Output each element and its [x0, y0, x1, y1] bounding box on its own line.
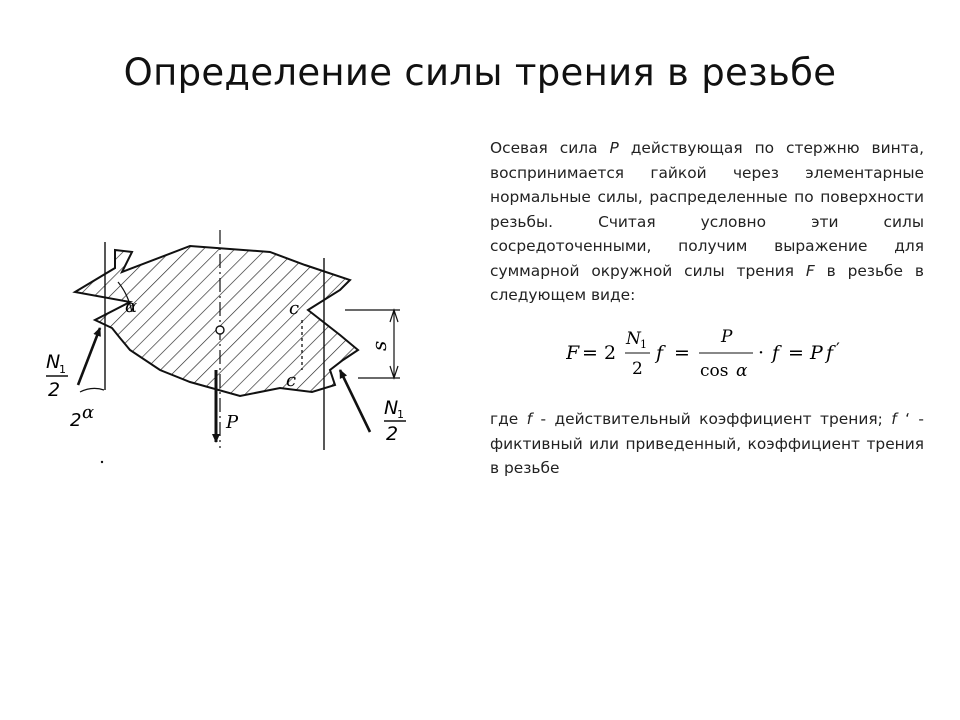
p-label: P [226, 412, 239, 433]
var-f: F [805, 261, 815, 280]
formula-lhs: F [566, 342, 580, 364]
right-n-sub: 1 [397, 408, 404, 421]
c-bottom-label: c [286, 370, 297, 391]
alpha-label: α [125, 296, 138, 317]
left-n-label: N [46, 351, 61, 373]
c-top-label: c [289, 298, 300, 319]
formula-den2: cos [700, 361, 729, 381]
note-pre: где [490, 410, 519, 428]
stray-dot [101, 461, 103, 463]
note-rest: ‘ - фиктивный или приведенный, коэффициент трения в резьбе [490, 410, 924, 477]
slide-title: Определение силы трения в резьбе [123, 50, 837, 94]
formula-dot: · [758, 342, 765, 364]
note-paragraph [490, 407, 924, 481]
var-p: P [609, 139, 619, 157]
formula-den1: 2 [632, 359, 643, 379]
left-n-den: 2 [48, 379, 61, 401]
note-var-f: f [526, 410, 533, 428]
friction-formula [566, 322, 866, 384]
thread-diagram [40, 210, 440, 485]
s-label: s [367, 340, 391, 351]
formula-prime: ′ [836, 340, 840, 360]
note-var-f2: f [891, 410, 897, 428]
formula-eq1: = 2 [582, 342, 617, 364]
para-start: Осевая сила [490, 139, 598, 157]
para-end: в резьбе в следующем виде: [490, 261, 924, 304]
formula-num1: N [626, 329, 641, 349]
two-alpha-arc [80, 388, 104, 392]
para-middle: действующая по стержню винта, воспринимается гайкой через элементарные нормальные силы, распределенные по поверхности резьбы. Считая условно эти силы сосредоточенными, получим выражение для суммарной окружной силы трения [490, 139, 924, 280]
description-paragraph [490, 136, 924, 308]
right-n-label: N [384, 397, 399, 419]
right-normal-force-arrow [340, 370, 370, 432]
two-alpha-label-2: 2 [70, 410, 82, 431]
formula-f3: f [826, 342, 834, 364]
two-alpha-label-alpha: α [82, 402, 95, 423]
left-normal-force-arrow [78, 328, 100, 385]
formula-f2: f [772, 342, 780, 364]
right-n-den: 2 [386, 423, 399, 445]
axis-point [216, 326, 224, 334]
formula-num2: P [721, 327, 733, 347]
formula-eq2: = [674, 342, 690, 364]
formula-alpha: α [736, 361, 748, 381]
formula-eq3: = P [788, 342, 823, 364]
left-n-sub: 1 [59, 363, 66, 376]
note-mid: - действительный коэффициент трения; [532, 410, 892, 428]
formula-f1: f [656, 342, 664, 364]
formula-num1-sub: 1 [640, 338, 647, 351]
